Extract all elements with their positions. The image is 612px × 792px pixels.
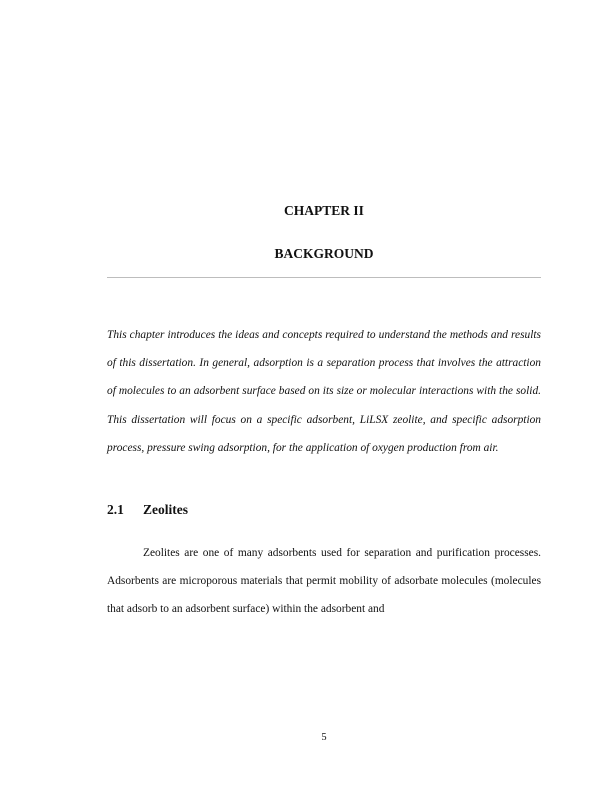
chapter-title: BACKGROUND: [274, 246, 374, 261]
section-heading: [107, 502, 188, 518]
body-paragraph: Zeolites are one of many adsorbents used for separation and purification processes. Adsorbents are microporous materials that permit mobility of adsorbate molecules (molecules that adsorb to an adsorbent surface) within the adsorbent and: [107, 547, 541, 615]
chapter-number: CHAPTER II: [284, 203, 364, 218]
section-title: Zeolites: [143, 502, 188, 517]
page-number: 5: [321, 732, 327, 743]
section-number: 2.1: [107, 502, 124, 517]
chapter-abstract: This chapter introduces the ideas and concepts required to understand the methods and results of this dissertation. In general, adsorption is a separation process that involves the attraction of molecules to an adsorbent surface based on its size or molecular interactions with the solid. This dissertation will focus on a specific adsorbent, LiLSX zeolite, and specific adsorption process, pressure swing adsorption, for the application of oxygen production from air.: [107, 329, 541, 454]
title-divider: [107, 277, 541, 278]
